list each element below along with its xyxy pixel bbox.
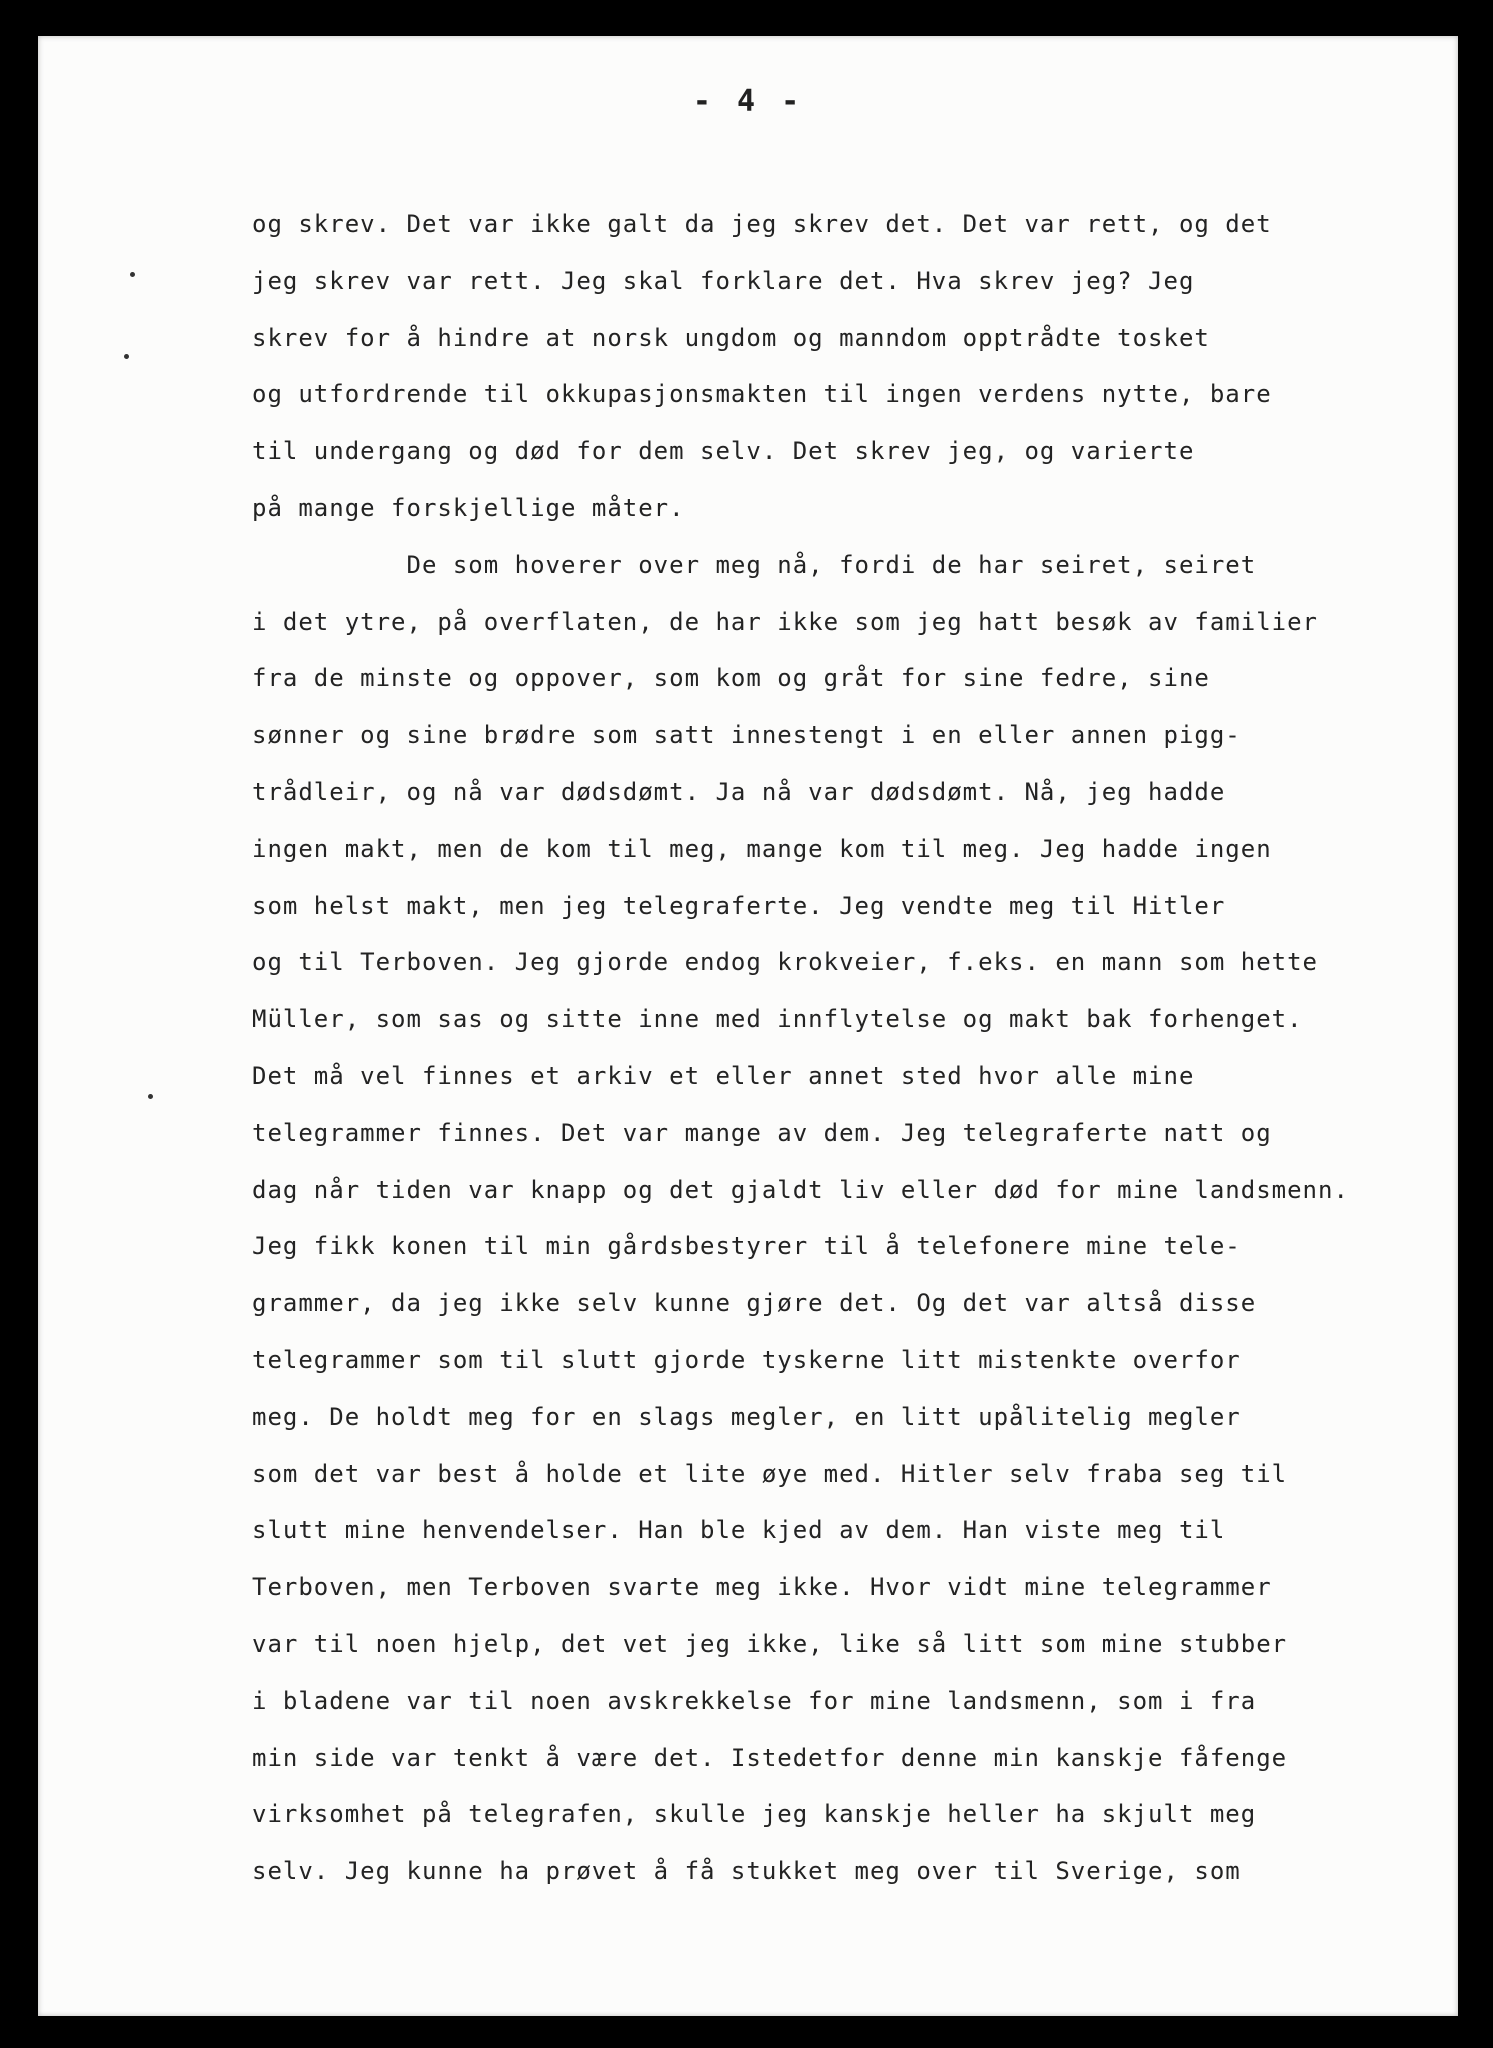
margin-dot (148, 1094, 153, 1099)
text-line: virksomhet på telegrafen, skulle jeg kanskje heller ha skjult meg (252, 1800, 1257, 1829)
text-line: som helst makt, men jeg telegraferte. Jeg vendte meg til Hitler (252, 891, 1226, 920)
text-line: De som hoverer over meg nå, fordi de har seiret, seiret (252, 550, 1257, 579)
text-line: ingen makt, men de kom til meg, mange kom til meg. Jeg hadde ingen (252, 834, 1272, 863)
text-line: dag når tiden var knapp og det gjaldt liv eller død for mine landsmenn. (252, 1175, 1349, 1204)
text-line: telegrammer finnes. Det var mange av dem. Jeg telegraferte natt og (252, 1118, 1272, 1147)
text-line: sønner og sine brødre som satt innestengt i en eller annen pigg- (252, 721, 1241, 750)
margin-dot (130, 272, 135, 277)
text-line: og utfordrende til okkupasjonsmakten til ingen verdens nytte, bare (252, 380, 1272, 409)
text-line: og skrev. Det var ikke galt da jeg skrev det. Det var rett, og det (252, 210, 1272, 238)
text-line: på mange forskjellige måter. (252, 493, 685, 522)
text-line: var til noen hjelp, det vet jeg ikke, like så litt som mine stubber (252, 1629, 1288, 1658)
text-line: min side var tenkt å være det. Istedetfor denne min kanskje fåfenge (252, 1743, 1288, 1772)
text-line: fra de minste og oppover, som kom og gråt for sine fedre, sine (252, 664, 1210, 693)
text-line: skrev for å hindre at norsk ungdom og manndom opptrådte tosket (252, 323, 1210, 352)
text-line: til undergang og død for dem selv. Det skrev jeg, og varierte (252, 437, 1195, 466)
text-line: telegrammer som til slutt gjorde tyskerne litt mistenkte overfor (252, 1345, 1241, 1374)
body-text (252, 196, 1452, 1900)
document-page (38, 36, 1458, 2016)
text-line: trådleir, og nå var dødsdømt. Ja nå var dødsdømt. Nå, jeg hadde (252, 777, 1226, 806)
text-line: selv. Jeg kunne ha prøvet å få stukket meg over til Sverige, som (252, 1857, 1241, 1886)
text-line: slutt mine henvendelser. Han ble kjed av dem. Han viste meg til (252, 1516, 1226, 1545)
text-line: som det var best å holde et lite øye med. Hitler selv fraba seg til (252, 1459, 1288, 1488)
text-line: i det ytre, på overflaten, de har ikke som jeg hatt besøk av familier (252, 607, 1318, 636)
text-line: Det må vel finnes et arkiv et eller annet sted hvor alle mine (252, 1061, 1195, 1090)
text-line: og til Terboven. Jeg gjorde endog krokveier, f.eks. en mann som hette (252, 948, 1318, 977)
text-line: jeg skrev var rett. Jeg skal forklare det. Hva skrev jeg? Jeg (252, 266, 1195, 295)
text-line: meg. De holdt meg for en slags megler, en litt upålitelig megler (252, 1402, 1241, 1431)
text-line: i bladene var til noen avskrekkelse for mine landsmenn, som i fra (252, 1686, 1257, 1715)
text-line: Jeg fikk konen til min gårdsbestyrer til å telefonere mine tele- (252, 1232, 1241, 1261)
text-line: Müller, som sas og sitte inne med innflytelse og makt bak forhenget. (252, 1005, 1303, 1034)
text-line: grammer, da jeg ikke selv kunne gjøre det. Og det var altså disse (252, 1289, 1257, 1318)
page-number: - 4 - (692, 84, 804, 119)
text-line: Terboven, men Terboven svarte meg ikke. Hvor vidt mine telegrammer (252, 1573, 1272, 1602)
margin-dot (124, 354, 129, 359)
